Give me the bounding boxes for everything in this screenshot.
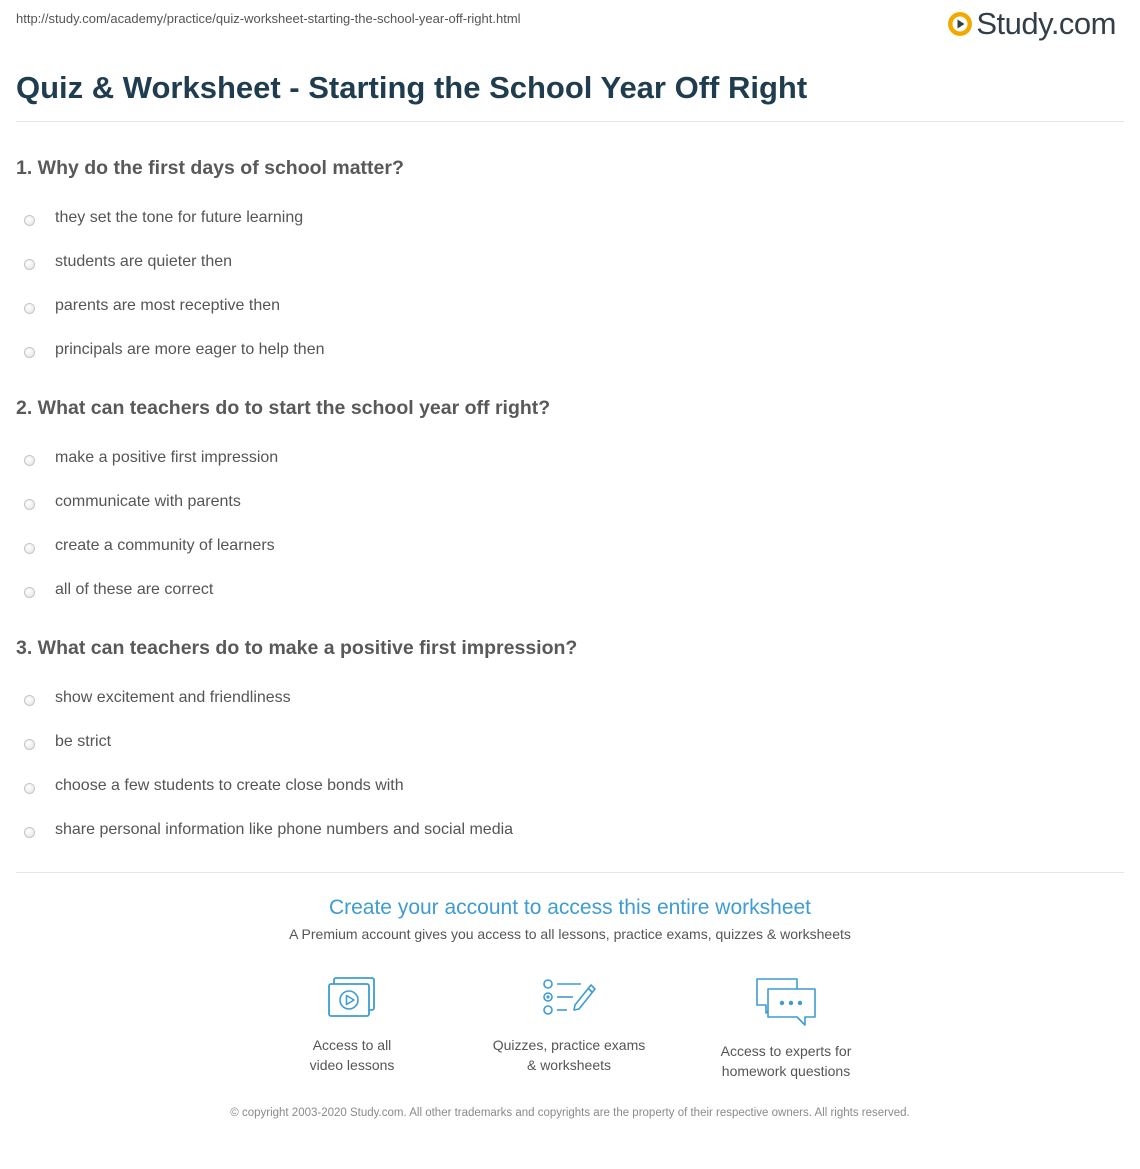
question-text: 3. What can teachers do to make a positive first impression? [16,637,578,659]
answer-option[interactable] [16,724,1116,768]
radio-button[interactable] [24,347,35,358]
page-title: Quiz & Worksheet - Starting the School Year Off Right [16,70,808,105]
answer-option[interactable] [16,244,1116,288]
answer-option[interactable] [16,768,1116,812]
radio-button[interactable] [24,543,35,554]
answer-option[interactable] [16,528,1116,572]
feature-label: Access to all video lessons [309,1037,395,1073]
answer-option[interactable] [16,200,1116,244]
divider [16,872,1124,873]
cta-subtitle: A Premium account gives you access to all lessons, practice exams, quizzes & worksheets [289,926,851,942]
radio-button[interactable] [24,827,35,838]
logo-text: Study.com [976,6,1116,41]
radio-button[interactable] [24,739,35,750]
divider [16,121,1124,122]
radio-button[interactable] [24,587,35,598]
feature-label: Access to experts for homework questions [720,1043,852,1079]
video-lessons-icon [326,975,378,1021]
play-circle-icon [947,11,973,37]
answer-option[interactable] [16,572,1116,616]
copyright-notice: © copyright 2003-2020 Study.com. All other trademarks and copyrights are the property of their respective owners. All rights reserved. [230,1107,910,1119]
option-label: share personal information like phone numbers and social media [55,821,514,838]
answer-option[interactable] [16,680,1116,724]
option-label: create a community of learners [55,537,275,554]
quiz-checklist-icon [539,975,599,1021]
radio-button[interactable] [24,695,35,706]
study-logo[interactable] [947,6,1116,42]
option-label: communicate with parents [55,493,241,510]
radio-button[interactable] [24,455,35,466]
page-url: http://study.com/academy/practice/quiz-worksheet-starting-the-school-year-off-right.html [16,11,521,26]
answer-option[interactable] [16,440,1116,484]
question-2 [16,396,1116,616]
option-label: parents are most receptive then [55,297,281,314]
question-3 [16,636,1116,856]
radio-button[interactable] [24,303,35,314]
answer-option[interactable] [16,484,1116,528]
feature-experts [676,975,896,1081]
option-label: be strict [55,733,112,750]
radio-button[interactable] [24,499,35,510]
option-label: principals are more eager to help then [55,341,325,358]
option-label: make a positive first impression [55,449,279,466]
option-label: students are quieter then [55,253,233,270]
feature-label: Quizzes, practice exams & worksheets [492,1037,646,1073]
option-label: show excitement and friendliness [55,689,291,706]
question-text: 2. What can teachers do to start the school year off right? [16,397,551,419]
feature-video-lessons [242,975,462,1075]
radio-button[interactable] [24,783,35,794]
radio-button[interactable] [24,215,35,226]
feature-quizzes [459,975,679,1075]
radio-button[interactable] [24,259,35,270]
answer-option[interactable] [16,332,1116,376]
create-account-link[interactable]: Create your account to access this entire worksheet [328,896,812,919]
chat-bubbles-icon [754,975,818,1027]
question-1 [16,156,1116,376]
answer-option[interactable] [16,288,1116,332]
option-label: choose a few students to create close bonds with [55,777,404,794]
option-label: they set the tone for future learning [55,209,304,226]
answer-option[interactable] [16,812,1116,856]
option-label: all of these are correct [55,581,214,598]
question-text: 1. Why do the first days of school matter? [16,157,404,179]
